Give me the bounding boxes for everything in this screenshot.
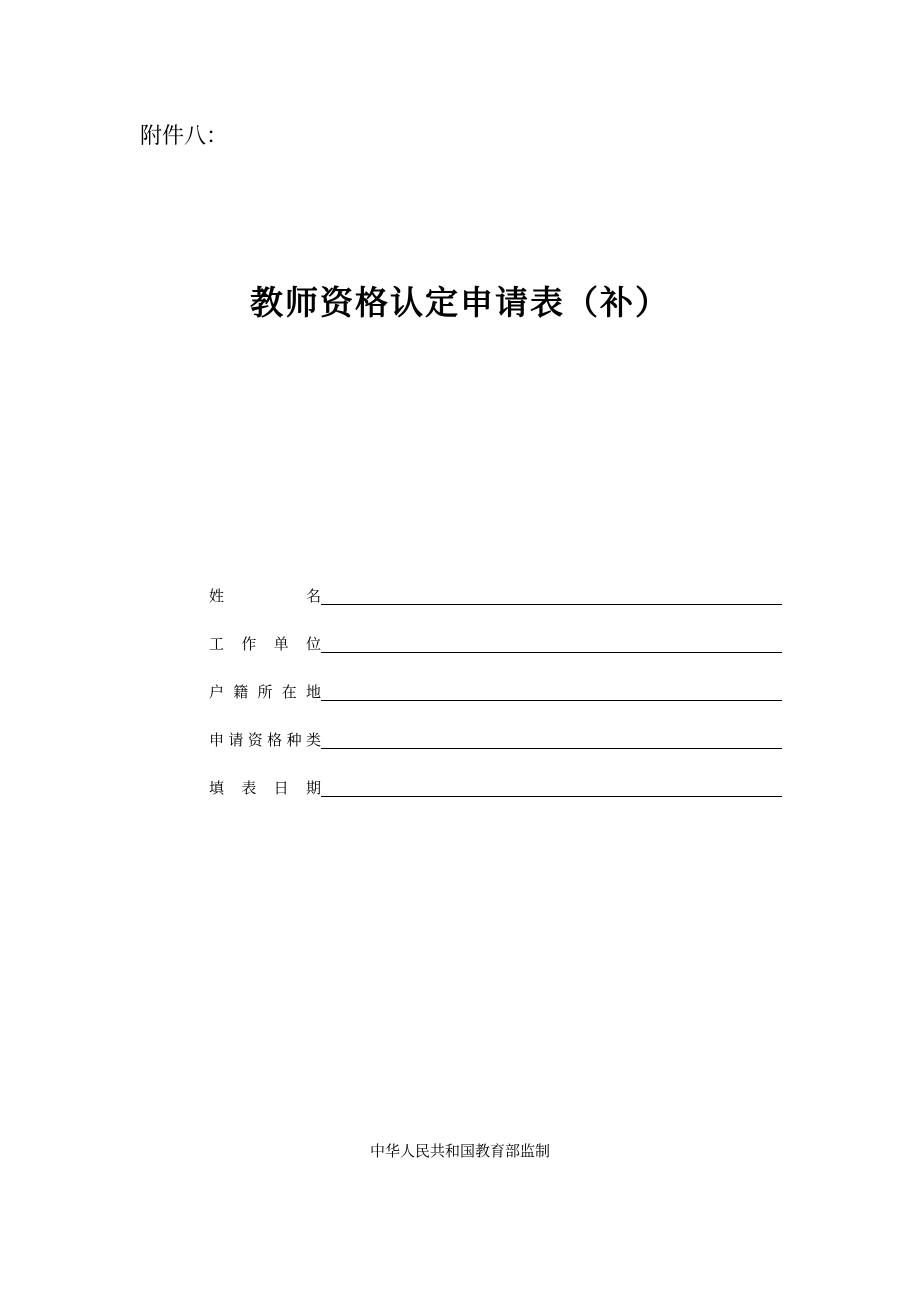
label-char: 姓: [209, 587, 225, 605]
qualification-type-field-row: [209, 704, 782, 752]
label-char: 日: [273, 779, 289, 797]
label-char: 工: [209, 635, 225, 653]
label-char: 名: [305, 587, 321, 605]
label-char: 户: [209, 683, 225, 701]
fill-date-field-label: [209, 778, 321, 800]
label-char: 种: [286, 731, 302, 749]
qualification-type-field-label: [209, 730, 321, 752]
fill-date-field-line[interactable]: [321, 776, 782, 797]
cover-fields: [209, 560, 782, 800]
qualification-type-field-line[interactable]: [321, 728, 782, 749]
household-registration-field-line[interactable]: [321, 680, 782, 701]
label-char: 位: [305, 635, 321, 653]
work-unit-field-line[interactable]: [321, 632, 782, 653]
label-char: 单: [273, 635, 289, 653]
name-field-row: [209, 560, 782, 608]
work-unit-field-label: [209, 634, 321, 656]
label-char: 所: [257, 683, 273, 701]
label-char: 类: [305, 731, 321, 749]
label-char: 资: [247, 731, 263, 749]
label-char: 格: [267, 731, 283, 749]
label-char: 表: [241, 779, 257, 797]
name-field-line[interactable]: [321, 584, 782, 605]
label-char: 籍: [233, 683, 249, 701]
issuer-footer: 中华人民共和国教育部监制: [369, 1142, 550, 1160]
form-title: 教师资格认定申请表（补）: [250, 283, 670, 322]
label-char: 作: [241, 635, 257, 653]
attachment-label: 附件八：: [140, 124, 229, 149]
label-char: 期: [305, 779, 321, 797]
work-unit-field-row: [209, 608, 782, 656]
label-char: 填: [209, 779, 225, 797]
label-char: 请: [228, 731, 244, 749]
name-field-label: [209, 586, 321, 608]
label-char: 申: [209, 731, 225, 749]
label-char: 地: [305, 683, 321, 701]
household-registration-field-label: [209, 682, 321, 704]
label-char: 在: [281, 683, 297, 701]
fill-date-field-row: [209, 752, 782, 800]
household-registration-field-row: [209, 656, 782, 704]
